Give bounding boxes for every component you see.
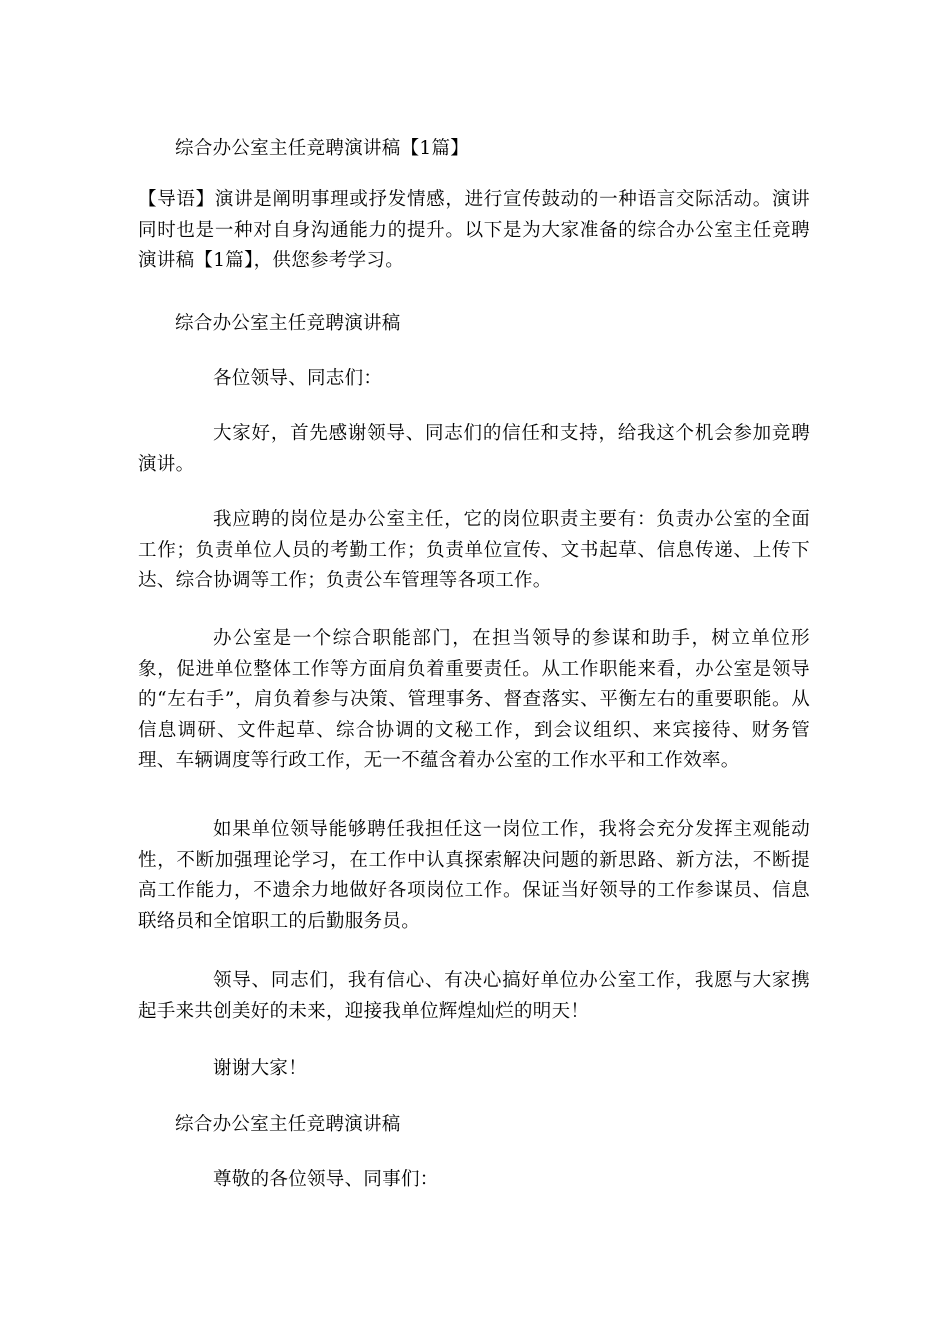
speech-1-salutation: 各位领导、同志们：: [213, 368, 383, 389]
speech-1-paragraph-5: 领导、同志们，我有信心、有决心搞好单位办公室工作，我愿与大家携起手来共创美好的未来，迎接我单位辉煌灿烂的明天！: [138, 970, 810, 1022]
speech-1-paragraph-3: 办公室是一个综合职能部门，在担当领导的参谋和助手，树立单位形象，促进单位整体工作等方面肩负着重要责任。从工作职能来看，办公室是领导的“左右手”，肩负着参与决策、管理事务、督查落实、平衡左右的重要职能。从信息调研、文件起草、综合协调的文秘工作，到会议组织、来宾接待、财务管理、车辆调度等行政工作，无一不蕴含着办公室的工作水平和工作效率。: [138, 628, 810, 771]
speech-1-closing: 谢谢大家！: [213, 1058, 308, 1079]
speech-2-salutation: 尊敬的各位领导、同事们：: [213, 1169, 439, 1190]
speech-1-paragraph-1: 大家好，首先感谢领导、同志们的信任和支持，给我这个机会参加竞聘演讲。: [138, 423, 810, 475]
speech-2-heading: 综合办公室主任竞聘演讲稿: [175, 1114, 401, 1135]
speech-1-paragraph-2: 我应聘的岗位是办公室主任，它的岗位职责主要有：负责办公室的全面工作；负责单位人员的考勤工作；负责单位宣传、文书起草、信息传递、上传下达、综合协调等工作；负责公车管理等各项工作。: [138, 509, 810, 591]
speech-1-paragraph-4: 如果单位领导能够聘任我担任这一岗位工作，我将会充分发挥主观能动性，不断加强理论学习，在工作中认真探索解决问题的新思路、新方法，不断提高工作能力，不遗余力地做好各项岗位工作。保证当好领导的工作参谋员、信息联络员和全馆职工的后勤服务员。: [138, 819, 810, 932]
intro-paragraph: 【导语】演讲是阐明事理或抒发情感，进行宣传鼓动的一种语言交际活动。演讲同时也是一种对自身沟通能力的提升。以下是为大家准备的综合办公室主任竞聘演讲稿【1篇】，供您参考学习。: [138, 189, 810, 271]
document-title: 综合办公室主任竞聘演讲稿【1篇】: [175, 138, 470, 159]
speech-1-heading: 综合办公室主任竞聘演讲稿: [175, 313, 401, 334]
